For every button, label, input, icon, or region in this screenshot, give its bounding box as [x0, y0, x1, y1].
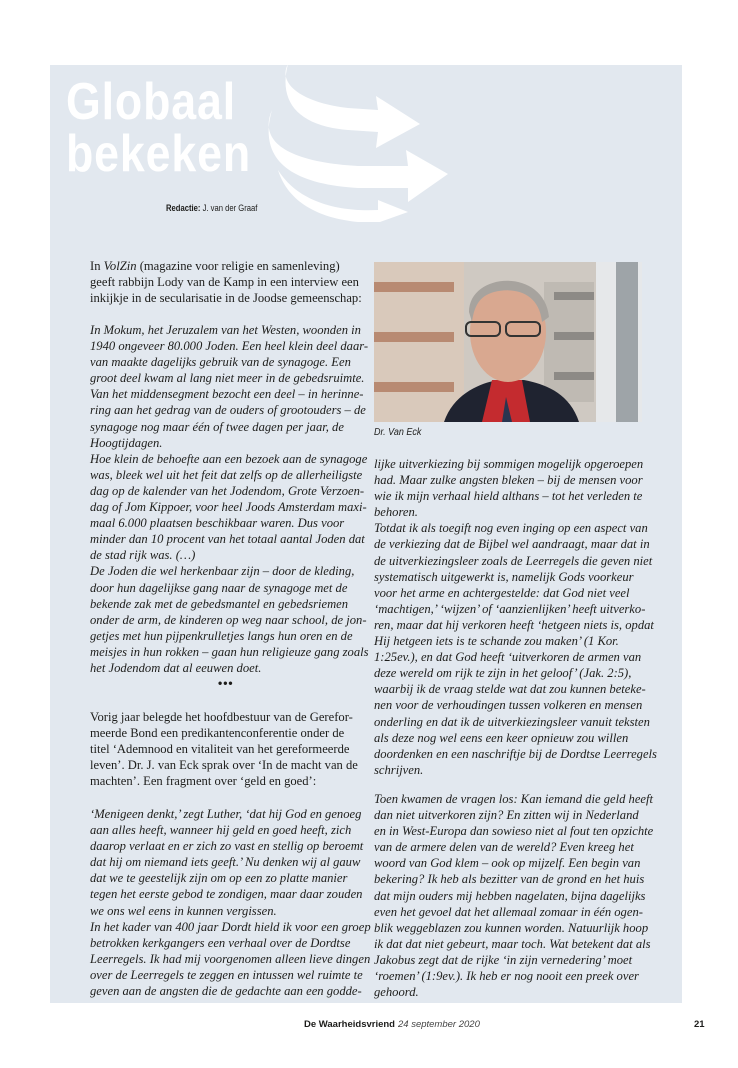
- text-line: synagoge nog maar één of twee dagen per jaar, de: [90, 419, 344, 434]
- text-line: In het kader van 400 jaar Dordt hield ik voor een groep: [90, 919, 371, 934]
- text-line: als deze nog wel eens een keer opnieuw zou willen: [374, 730, 629, 745]
- text-line: de stad rijk was. (…): [90, 548, 196, 563]
- text-line: dat we te geestelijk zijn om op een zo platte manier: [90, 871, 348, 886]
- paragraph-block: [90, 709, 358, 789]
- text-line: systematisch uitgewerkt is, namelijk Gods voorkeur: [374, 569, 634, 584]
- text-line: geven aan de angsten die de gedachte aan een godde-: [90, 984, 362, 999]
- text-line: ring aan het gedrag van de ouders of grootouders – de: [90, 403, 366, 418]
- text-line: dag of Jom Kippoer, voor heel Joods Amsterdam maxi-: [90, 500, 367, 515]
- text-line: ‘machtigen,’ ‘wijzen’ of ‘aanzienlijken’ heeft uitverko-: [374, 601, 646, 616]
- text-line: ‘Menigeen denkt,’ zegt Luther, ‘dat hij God en genoeg: [90, 807, 362, 821]
- text-line: Toen kwamen de vragen los: Kan iemand die geld heeft: [374, 792, 653, 806]
- text-line: bekende zak met de gebedsmantel en gebedsriemen: [90, 596, 349, 611]
- text-line: groot deel kwam al lang niet meer in de gebedsruimte.: [90, 371, 365, 386]
- text-line: machten’. Een fragment over ‘geld en goed’:: [90, 774, 317, 789]
- paragraph-block: [90, 258, 362, 306]
- text-line: schrijven.: [374, 762, 424, 777]
- text-line: leven’. Dr. J. van Eck sprak over ‘In de macht van de: [90, 758, 358, 773]
- text-line: het Jodendom dat al eeuwen doet.: [90, 660, 262, 675]
- text-line: waarbij ik de vraag stelde wat dat zou kunnen beteke-: [374, 682, 646, 697]
- text-line: daarop verlaat en er zich zo vast en stellig op beroemt: [90, 839, 364, 854]
- text-line: en in West-Europa dan sowieso niet al fout ten opzichte: [374, 824, 654, 839]
- text-line: woord van God klem – ook op mijzelf. Een begin van: [374, 856, 641, 871]
- text-line: 1940 ongeveer 80.000 Joden. Een heel klein deel daar-: [90, 339, 369, 354]
- section-separator: •••: [218, 676, 234, 690]
- text-line: over de Leerregels te zeggen en intussen wel ruimte te: [90, 967, 363, 982]
- paragraph-block: [374, 791, 653, 1000]
- photo-caption: Dr. Van Eck: [374, 427, 422, 438]
- text-line: gehoord.: [374, 985, 419, 1000]
- page-number: 21: [694, 1019, 705, 1030]
- title-line: Globaal: [66, 73, 237, 131]
- text-line: dag op de kalender van het Jodendom, Grote Verzoen-: [90, 483, 365, 498]
- text-line: Vorig jaar belegde het hoofdbestuur van de Gerefor-: [90, 710, 353, 724]
- globe-arrows-icon: [258, 62, 448, 222]
- text-line: we ons wel eens in kunnen vergissen.: [90, 903, 277, 918]
- text-line: maal 6.000 plaatsen beschikbaar waren. Dus voor: [90, 516, 345, 531]
- text-line: nen voor de verhoudingen tussen volkeren en mensen: [374, 698, 643, 713]
- text-line: de uitverkiezingsleer zoals de Leerregels die geven niet: [374, 553, 653, 568]
- text-line: dat mijn ouders mij hebben nagelaten, bijna dagelijks: [374, 888, 646, 903]
- text-line: meerde Bond een predikantenconferentie onder de: [90, 726, 345, 741]
- text-line: even het gevoel dat het allemaal zomaar in één ogen-: [374, 904, 643, 919]
- text-line: minder dan 10 procent van het totaal aantal Joden dat: [90, 532, 365, 547]
- text-line: De Joden die wel herkenbaar zijn – door de kleding,: [90, 564, 355, 579]
- text-line: voor het arme en achtergestelde: dat God niet veel: [374, 585, 630, 600]
- text-line: ren, maar dat hij verkoren heeft ‘hetgeen niets is, opdat: [374, 617, 654, 632]
- text-line: deze wereld om rijk te zijn in het geloof’ (Jak. 2:5),: [374, 666, 632, 681]
- magazine-name: VolZin: [103, 259, 137, 273]
- text-line: was, bleek wel uit het feit dat zelfs op de allerheiligste: [90, 467, 363, 482]
- paragraph-block: [90, 806, 371, 999]
- title-line: bekeken: [66, 125, 252, 183]
- text-line: In Mokum, het Jeruzalem van het Westen, woonden in: [90, 323, 361, 337]
- text-line: 1:25ev.), en dat God heeft ‘uitverkoren de armen van: [374, 650, 642, 665]
- text-segment: In: [90, 259, 104, 273]
- text-line: door hun dagelijkse gang naar de synagoge met de: [90, 580, 348, 595]
- editor-label: Redactie:: [166, 203, 201, 213]
- text-line: Hoogtijdagen.: [90, 435, 163, 450]
- text-line: Hoe klein de behoefte aan een bezoek aan de synagoge: [90, 451, 368, 466]
- text-line: van maakte dagelijks gebruik van de synagoge. Een: [90, 355, 351, 370]
- text-line: bekering? Ik heb als bezitter van de grond en het huis: [374, 872, 645, 887]
- text-line: betrokken kerkgangers een verhaal over de Dordtse: [90, 935, 351, 950]
- text-line: onder de arm, de kinderen op weg naar school, de jon-: [90, 612, 367, 627]
- text-line: meisjes in hun rokken – gaan hun religieuze gang zoals: [90, 644, 369, 659]
- text-line: geeft rabbijn Lody van de Kamp in een interview een: [90, 275, 359, 290]
- text-line: behoren.: [374, 505, 418, 520]
- text-line: [90, 258, 362, 274]
- text-line: had. Maar zulke angsten bleken – bij de mensen voor: [374, 473, 643, 488]
- text-line: dat hij om niemand iets geeft.’ Nu denken wij al gauw: [90, 855, 361, 870]
- editor-name: J. van der Graaf: [202, 203, 258, 213]
- paragraph-block: [374, 456, 657, 778]
- text-line: aan alles heeft, wanneer hij geld en goed heeft, zich: [90, 823, 352, 838]
- section-title: [66, 73, 252, 183]
- text-line: Van het middensegment bezocht een deel – in herinne-: [90, 387, 364, 402]
- page-footer: [304, 1019, 480, 1030]
- text-line: getjes met hun pijpenkrulletjes langs hun oren en de: [90, 628, 353, 643]
- text-line: Jakobus zegt dat de rijke ‘in zijn vernedering’ moet: [374, 952, 633, 967]
- text-line: doordenken en een naschriftje bij de Dordtse Leerregels: [374, 746, 657, 761]
- text-line: titel ‘Ademnood en vitaliteit van het gereformeerde: [90, 742, 350, 757]
- publication-name: De Waarheidsvriend: [304, 1019, 395, 1030]
- text-line: de verkiezing dat de Bijbel wel aandraagt, maar dat in: [374, 537, 650, 552]
- text-line: lijke uitverkiezing bij sommigen mogelijk opgeroepen: [374, 457, 644, 471]
- paragraph-block: [90, 322, 369, 676]
- text-line: Hij hetgeen iets is te schande zou maken’ (1 Kor.: [374, 634, 619, 649]
- text-line: van de armere delen van de wereld? Even kreeg het: [374, 840, 634, 855]
- text-line: ‘roemen’ (1:9ev.). Ik heb er nog nooit een preek over: [374, 969, 639, 984]
- text-line: Leerregels. Ik had mij voorgenomen alleen lieve dingen: [90, 951, 371, 966]
- text-line: onderling en dat ik de uitverkiezingsleer vanuit teksten: [374, 714, 650, 729]
- text-line: ik dat dat niet gebeurt, maar toch. Wat betekent dat als: [374, 936, 651, 951]
- text-line: tegen het eerste gebod te zondigen, maar daar zouden: [90, 887, 363, 902]
- text-line: inkijkje in de secularisatie in de Joodse gemeenschap:: [90, 291, 362, 306]
- issue-date: 24 september 2020: [397, 1019, 480, 1030]
- portrait-photo: [374, 262, 642, 422]
- text-line: wie ik mijn verhaal hield althans – tot het verleden te: [374, 489, 643, 504]
- text-line: dan niet uitverkoren zijn? En zitten wij in Nederland: [374, 808, 639, 823]
- text-line: blik weggeblazen zou kunnen worden. Natuurlijk hoop: [374, 920, 649, 935]
- editor-credit: [166, 203, 257, 213]
- text-line: Totdat ik als toegift nog even inging op een aspect van: [374, 521, 648, 536]
- text-segment: (magazine voor religie en samenleving): [136, 259, 340, 273]
